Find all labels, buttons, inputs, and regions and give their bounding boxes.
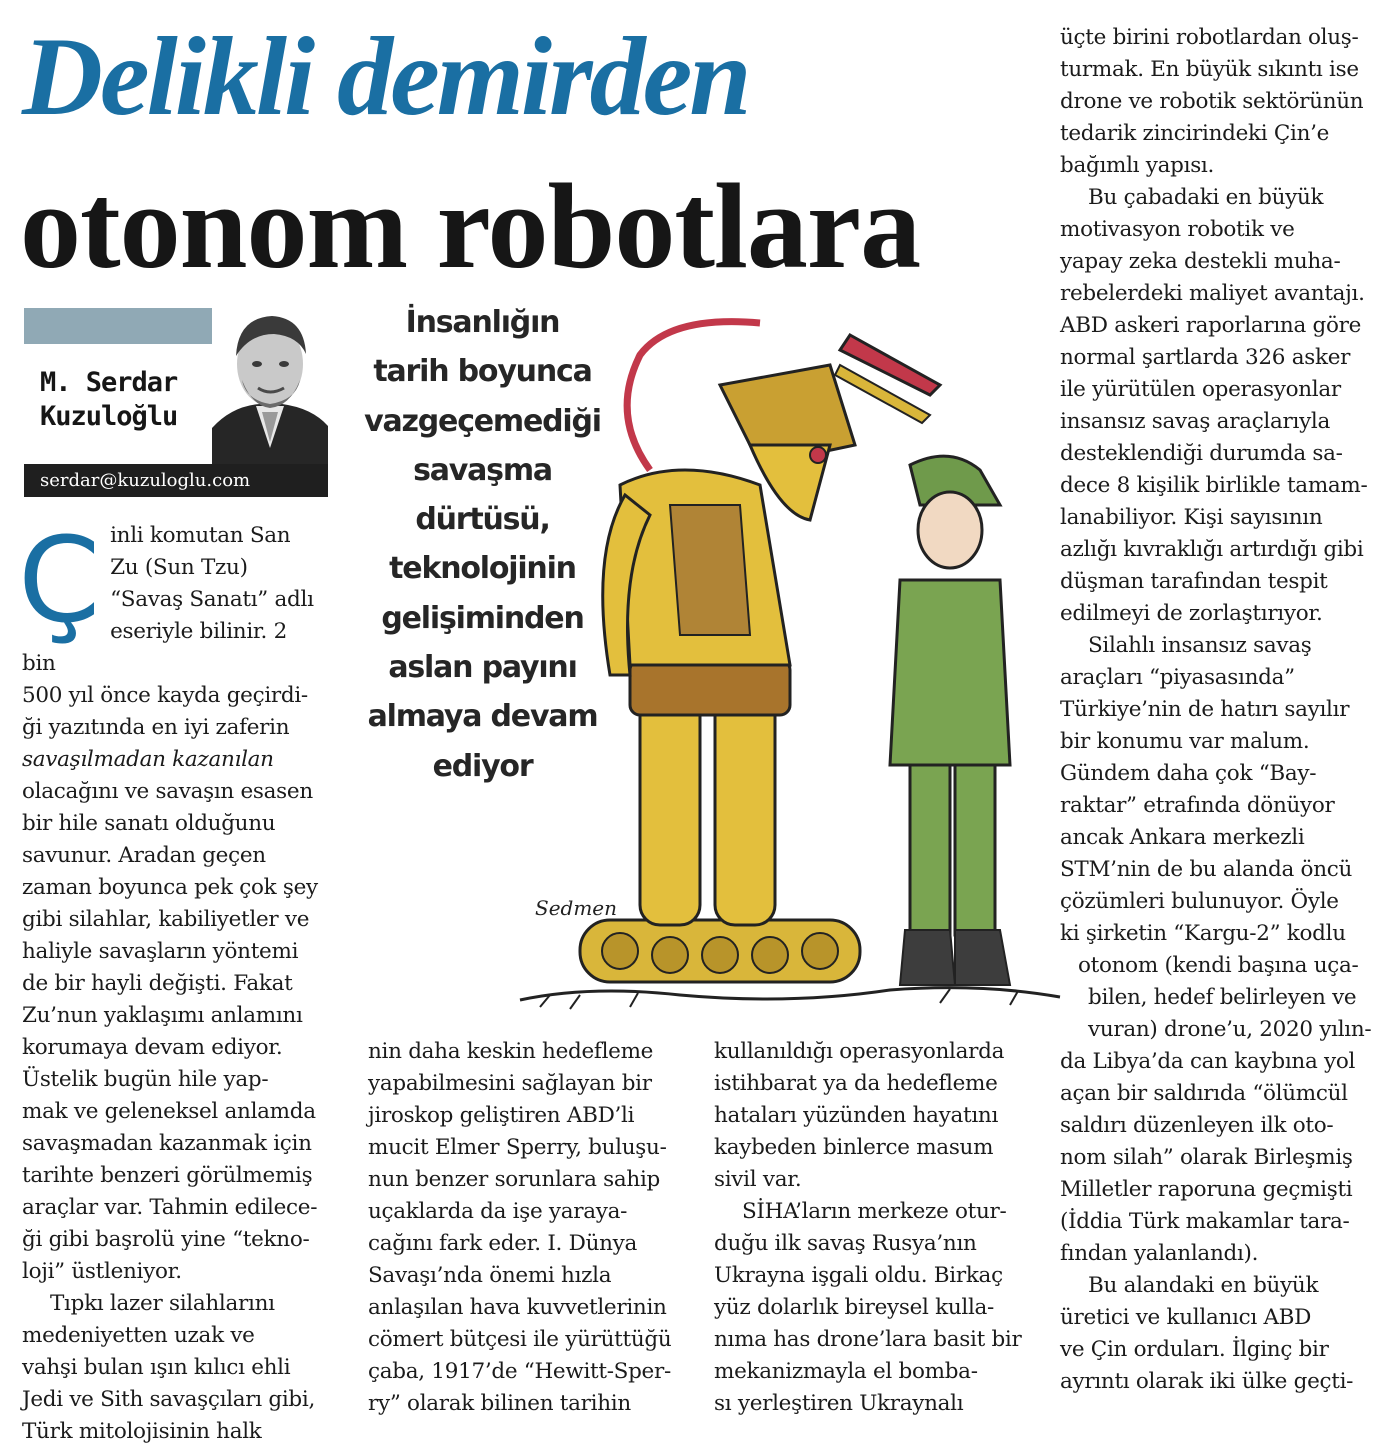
- text-line: Gündem daha çok “Bay-: [1060, 761, 1317, 786]
- text-line: çözümleri bulunuyor. Öyle: [1060, 889, 1339, 914]
- author-name: [40, 366, 240, 434]
- text-line: desteklendiği durumda sa-: [1060, 441, 1343, 466]
- text-line: Bu çabadaki en büyük: [1088, 185, 1324, 210]
- text-line: (İddia Türk makamlar tara-: [1060, 1209, 1350, 1234]
- text-line: bilen, hedef belirleyen ve: [1088, 985, 1357, 1010]
- text-line: “Savaş Sanatı” adlı: [110, 587, 314, 612]
- text-line: ry” olarak bilinen tarihin: [368, 1391, 631, 1416]
- text-line: nun benzer sorunlara sahip: [368, 1167, 660, 1192]
- pullquote-line: vazgeçemediği: [364, 403, 601, 439]
- author-name-first: M. Serdar: [40, 367, 178, 398]
- pullquote-line: İnsanlığın: [405, 305, 560, 340]
- text-line: yapay zeka destekli muha-: [1060, 249, 1341, 274]
- text-line: mekanizmayla el bomba-: [714, 1359, 978, 1384]
- pullquote-line: dürtüsü,: [415, 502, 550, 538]
- text-line: düşman tarafından tespit: [1060, 569, 1328, 594]
- text-line: açan bir saldırıda “ölümcül: [1060, 1081, 1348, 1106]
- text-line: insansız savaş araçlarıyla: [1060, 409, 1331, 434]
- text-line: Bu alandaki en büyük: [1088, 1273, 1319, 1298]
- text-line: tarihte benzeri görülmemiş: [22, 1163, 313, 1188]
- text-line: nin daha keskin hedefleme: [368, 1039, 654, 1064]
- text-line: mucit Elmer Sperry, buluşu-: [368, 1135, 667, 1160]
- text-line: zaman boyunca pek çok şey: [22, 875, 318, 900]
- text-line: ancak Ankara merkezli: [1060, 825, 1305, 850]
- text-line: Türkiye’nin de hatırı sayılır: [1060, 697, 1350, 722]
- text-line: savaşılmadan kazanılan: [22, 747, 274, 772]
- text-line: vuran) drone’u, 2020 yılın-: [1088, 1017, 1372, 1042]
- text-line: medeniyetten uzak ve: [22, 1323, 255, 1348]
- article-column-3: [714, 1036, 1034, 1420]
- text-line: Zu’nun yaklaşımı anlamını: [22, 1003, 303, 1028]
- headline-line-2: otonom robotlara: [20, 159, 921, 294]
- text-line: Tıpkı lazer silahlarını: [50, 1291, 275, 1316]
- text-line: saldırı düzenleyen ilk oto-: [1060, 1113, 1334, 1138]
- author-email: serdar@kuzuloglu.com: [24, 464, 328, 497]
- text-line: nıma has drone’lara basit bir: [714, 1327, 1022, 1352]
- text-line: gibi silahlar, kabiliyetler ve: [22, 907, 310, 932]
- text-line: ve Çin orduları. İlginç bir: [1060, 1337, 1329, 1362]
- text-line: ABD askeri raporlarına göre: [1060, 313, 1362, 338]
- author-name-last: Kuzuloğlu: [40, 401, 178, 432]
- text-line: Milletler raporuna geçmişti: [1060, 1177, 1353, 1202]
- text-line: eseriyle bilinir. 2 bin: [22, 619, 287, 676]
- headline-line-1: Delikli demirden: [22, 15, 749, 139]
- text-line: kaybeden binlerce masum: [714, 1135, 994, 1160]
- article-column-4: [1060, 22, 1382, 1398]
- text-line: Jedi ve Sith savaşçıları gibi,: [22, 1387, 316, 1412]
- pullquote-line: tarih boyunca: [373, 354, 592, 390]
- text-line: azlığı kıvraklığı artırdığı gibi: [1060, 537, 1364, 562]
- text-line: cömert bütçesi ile yürüttüğü: [368, 1327, 672, 1352]
- text-line: yüz dolarlık bireysel kulla-: [714, 1295, 995, 1320]
- text-line: üretici ve kullanıcı ABD: [1060, 1305, 1312, 1330]
- text-line: nom silah” olarak Birleşmiş: [1060, 1145, 1353, 1170]
- text-line: uçaklarda da işe yaraya-: [368, 1199, 628, 1224]
- text-line: korumaya devam ediyor.: [22, 1035, 283, 1060]
- dropcap: Ç: [18, 511, 101, 649]
- text-line: Savaşı’nda önemi hızla: [368, 1263, 612, 1288]
- text-line: araçlar var. Tahmin edilece-: [22, 1195, 318, 1220]
- text-line: ile yürütülen operasyonlar: [1060, 377, 1341, 402]
- text-line: otonom (kendi başına uça-: [1078, 953, 1359, 978]
- text-line: STM’nin de bu alanda öncü: [1060, 857, 1353, 882]
- text-line: Zu (Sun Tzu): [110, 555, 248, 580]
- text-line: rebelerdeki maliyet avantajı.: [1060, 281, 1365, 306]
- text-line: bağımlı yapısı.: [1060, 153, 1215, 178]
- text-line: ayrıntı olarak iki ülke geçti-: [1060, 1369, 1354, 1394]
- text-line: istihbarat ya da hedefleme: [714, 1071, 998, 1096]
- text-line: jiroskop geliştiren ABD’li: [368, 1103, 635, 1128]
- text-line: anlaşılan hava kuvvetlerinin: [368, 1295, 667, 1320]
- text-line: de bir hayli değişti. Fakat: [22, 971, 293, 996]
- text-line: inli komutan San: [110, 523, 291, 548]
- text-line: tedarik zincirindeki Çin’e: [1060, 121, 1330, 146]
- text-line: ği gibi başrolü yine “tekno-: [22, 1227, 310, 1252]
- text-line: savaşmadan kazanmak için: [22, 1131, 312, 1156]
- text-line: bir konumu var malum.: [1060, 729, 1310, 754]
- text-line: savunur. Aradan geçen: [22, 843, 266, 868]
- pullquote-line: almaya devam: [367, 699, 598, 735]
- text-line: edilmeyi de zorlaştırıyor.: [1060, 601, 1323, 626]
- text-line: kullanıldığı operasyonlarda: [714, 1039, 1005, 1064]
- text-line: loji” üstleniyor.: [22, 1259, 182, 1284]
- text-line: raktar” etrafında dönüyor: [1060, 793, 1335, 818]
- text-line: olacağını ve savaşın esasen: [22, 779, 313, 804]
- text-line: da Libya’da can kaybına yol: [1060, 1049, 1356, 1074]
- text-line: çaba, 1917’de “Hewitt-Sper-: [368, 1359, 671, 1384]
- text-line: hataları yüzünden hayatını: [714, 1103, 999, 1128]
- text-line: normal şartlarda 326 asker: [1060, 345, 1351, 370]
- text-line: Ukrayna işgali oldu. Birkaç: [714, 1263, 1003, 1288]
- text-line: lanabiliyor. Kişi sayısının: [1060, 505, 1323, 530]
- text-line: haliyle savaşların yöntemi: [22, 939, 299, 964]
- text-line: turmak. En büyük sıkıntı ise: [1060, 57, 1359, 82]
- text-line: sivil var.: [714, 1167, 802, 1192]
- text-line: üçte birini robotlardan oluş-: [1060, 25, 1359, 50]
- text-line: vahşi bulan ışın kılıcı ehli: [22, 1355, 291, 1380]
- pullquote-line: gelişiminden: [381, 600, 584, 636]
- text-line: yapabilmesini sağlayan bir: [368, 1071, 652, 1096]
- pullquote: [350, 298, 615, 791]
- text-line: ki şirketin “Kargu-2” kodlu: [1060, 921, 1346, 946]
- text-line: fından yalanlandı).: [1060, 1241, 1259, 1266]
- text-line: cağını fark eder. I. Dünya: [368, 1231, 638, 1256]
- text-line: drone ve robotik sektörünün: [1060, 89, 1364, 114]
- text-line: Üstelik bugün hile yap-: [22, 1067, 269, 1092]
- text-line: 500 yıl önce kayda geçirdi-: [22, 683, 308, 708]
- text-line: dece 8 kişilik birlikle tamam-: [1060, 473, 1368, 498]
- text-line: duğu ilk savaş Rusya’nın: [714, 1231, 977, 1256]
- text-line: araçları “piyasasında”: [1060, 665, 1295, 690]
- pullquote-line: aslan payını: [388, 650, 577, 686]
- pullquote-line: teknolojinin: [389, 551, 576, 587]
- text-line: SİHA’ların merkeze otur-: [742, 1199, 1007, 1224]
- illustration-signature: Sedmen: [535, 896, 618, 920]
- article-column-1: [18, 511, 327, 1448]
- article-column-2: [368, 1036, 686, 1420]
- pullquote-line: ediyor: [432, 748, 533, 784]
- text-line: Silahlı insansız savaş: [1088, 633, 1312, 658]
- text-line: mak ve geleneksel anlamda: [22, 1099, 316, 1124]
- text-line: ği yazıtında en iyi zaferin: [22, 715, 290, 740]
- text-line: bir hile sanatı olduğunu: [22, 811, 276, 836]
- text-line: sı yerleştiren Ukraynalı: [714, 1391, 964, 1416]
- pullquote-line: savaşma: [413, 452, 552, 488]
- text-line: motivasyon robotik ve: [1060, 217, 1295, 242]
- text-line: Türk mitolojisinin halk: [22, 1419, 262, 1444]
